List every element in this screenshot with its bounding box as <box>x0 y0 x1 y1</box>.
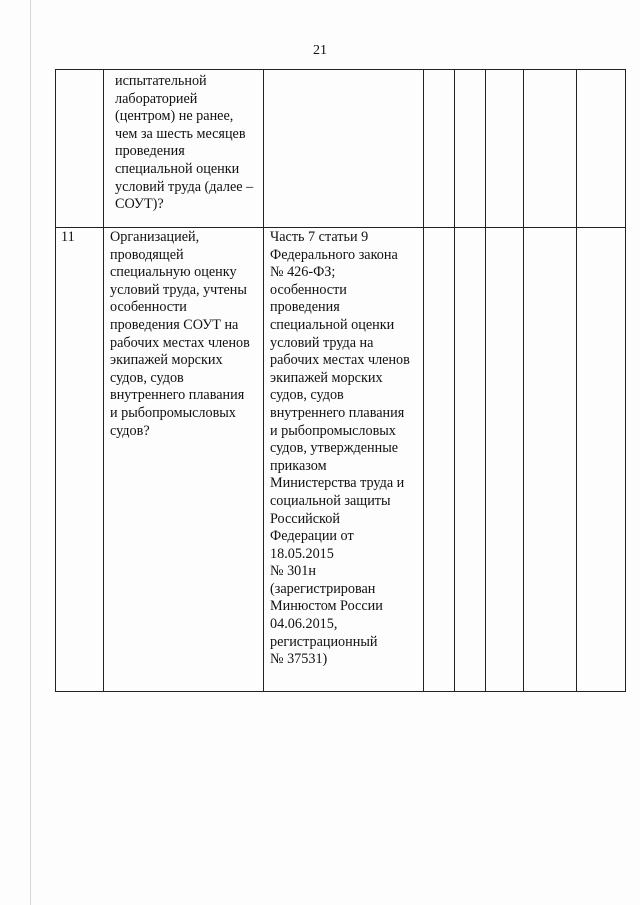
answer-cell-not-applicable[interactable] <box>486 228 524 692</box>
answer-cell-no[interactable] <box>455 70 486 228</box>
notes-cell[interactable] <box>577 228 626 692</box>
answer-cell-extra[interactable] <box>524 228 577 692</box>
row-number-cell <box>56 228 104 692</box>
row-number: 11 <box>61 229 75 245</box>
question-text: Организацией, проводящей специальную оценку условий труда, учтены особенности проведения СОУТ на рабочих местах членов экипажей морских судов, судов внутреннего плавания и рыбопромысловых судов? <box>110 229 250 439</box>
answer-cell-not-applicable[interactable] <box>486 70 524 228</box>
table-row <box>56 228 626 692</box>
row-number-cell <box>56 70 104 228</box>
table-row <box>56 70 626 228</box>
question-text: испытательной лабораторией (центром) не ранее, чем за шесть месяцев проведения специальной оценки условий труда (далее – СОУТ)? <box>115 73 254 213</box>
reference-cell <box>264 70 424 228</box>
question-cell <box>104 70 264 228</box>
checklist-table <box>55 69 626 692</box>
page-number: 21 <box>313 43 327 58</box>
answer-cell-yes[interactable] <box>424 70 455 228</box>
question-cell <box>104 228 264 692</box>
answer-cell-yes[interactable] <box>424 228 455 692</box>
row-number <box>56 70 103 71</box>
scan-edge <box>30 0 31 905</box>
reference-cell <box>264 228 424 692</box>
reference-text <box>264 70 423 77</box>
reference-text: Часть 7 статьи 9 Федерального закона № 426-ФЗ; особенности проведения специальной оценки условий труда на рабочих местах членов экипажей морских судов, судов внутреннего плавания и рыбопромысловых судов, утвержденные приказом Министерства труда и социальной защиты Российской Федерации от 18.05.2015 № 301н (зарегистрирован Минюстом России 04.06.2015, регистрационный № 37531) <box>270 229 410 668</box>
answer-cell-extra[interactable] <box>524 70 577 228</box>
notes-cell[interactable] <box>577 70 626 228</box>
answer-cell-no[interactable] <box>455 228 486 692</box>
